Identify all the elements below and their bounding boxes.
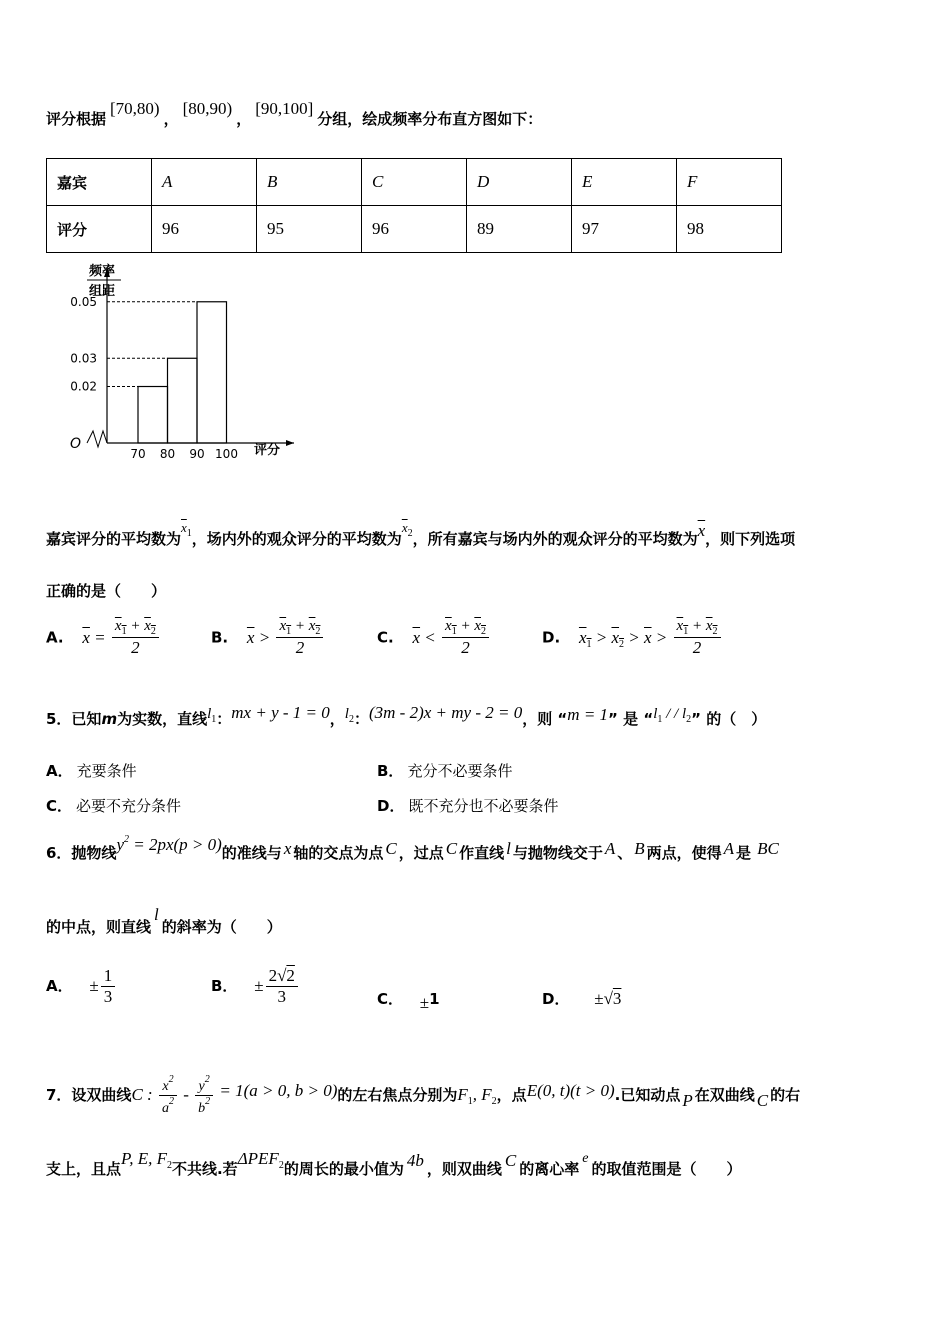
- score-table: [46, 158, 782, 253]
- histogram-bar: [138, 387, 168, 443]
- q5-d: ” 是 “: [608, 710, 654, 728]
- q4-option-a[interactable]: A. $\overline{x}$ = $\frac{x_1 + x_2}{2}$: [46, 618, 161, 658]
- q6-d: ，过点: [398, 844, 444, 862]
- table-cell: A: [152, 159, 257, 206]
- x-tick-label: 80: [159, 447, 176, 461]
- table-cell: D: [467, 159, 572, 206]
- table-cell: E: [572, 159, 677, 206]
- q7-line2-c: 的周长的最小值为: [283, 1160, 404, 1178]
- option-label: D.: [542, 628, 561, 647]
- x1-bar: $\overline{x}_1$: [181, 520, 192, 539]
- table-cell: F: [677, 159, 782, 206]
- q7-d: .已知动点: [614, 1086, 681, 1104]
- q4-line1: [46, 520, 796, 551]
- q6-f: 与抛物线交于: [512, 844, 603, 862]
- option-text: 充分不必要条件: [407, 762, 513, 780]
- q5-m: m: [101, 710, 118, 728]
- option-label: C．: [46, 797, 73, 815]
- q5-stem: 5．已知m为实数，直线$l_1$：mx + y - 1 = 0，$l_2$：(3m - 2)x + my - 2 = 0，则 “m = 1” 是 “$l_1$ / / $l_2$” 的（ ）: [46, 703, 767, 728]
- q5-b: 为实数，直线: [117, 710, 208, 728]
- q6-option-b[interactable]: B． ± $\frac{2√2}{3}$: [211, 966, 300, 1007]
- q7-f: 的右: [770, 1086, 801, 1104]
- q6-option-a[interactable]: A． ± $\frac{1}{3}$: [46, 966, 117, 1007]
- y-tick-label: 0.03: [70, 351, 97, 366]
- q6-e: 作直线: [459, 844, 505, 862]
- option-label: B.: [211, 628, 229, 647]
- option-label: D．: [542, 990, 570, 1008]
- l1-equation: mx + y - 1 = 0: [231, 703, 330, 722]
- q7-b: 的左右焦点分别为: [337, 1086, 458, 1104]
- option-label: A．: [46, 977, 73, 995]
- q4-option-b[interactable]: B. $\overline{x}$ > $\frac{x_1 + x_2}{2}$: [211, 618, 325, 658]
- q6-stem: 6．抛物线$y^2 = 2px(p > 0)$的准线与 x 轴的交点为点 C ，过点 C 作直线 l 与抛物线交于 A 、 B 两点，使得 A 是 BC: [46, 834, 779, 862]
- q5-a: 5．已知: [46, 710, 102, 728]
- sep-2: ，: [236, 110, 252, 128]
- option-c-value: 1: [429, 990, 440, 1008]
- q4-line2: 正确的是（ ）: [46, 582, 167, 600]
- intro-line: [46, 99, 543, 129]
- table-row: [47, 159, 782, 206]
- table-cell: B: [257, 159, 362, 206]
- interval-3: [90,100]: [255, 99, 314, 118]
- table-cell: 96: [362, 206, 467, 253]
- table-cell: 96: [152, 206, 257, 253]
- interval-2: [80,90): [182, 99, 233, 118]
- y-tick-label: 0.02: [70, 379, 97, 394]
- table-cell: 98: [677, 206, 782, 253]
- q4-text4: ，则下列选项: [705, 530, 796, 548]
- option-label: A.: [46, 628, 64, 647]
- q6-line2-a: 的中点，则直线: [46, 918, 152, 936]
- option-label: C．: [377, 990, 404, 1008]
- option-label: B．: [377, 762, 404, 780]
- table-header-guest: 嘉宾: [47, 159, 152, 206]
- q7-a: 7．设双曲线: [46, 1086, 132, 1104]
- q6-b: 的准线与: [221, 844, 282, 862]
- x-tick-label: 70: [130, 447, 146, 461]
- q5-option-a[interactable]: [46, 760, 137, 781]
- histogram-bar: [168, 358, 198, 443]
- q4-text1: 嘉宾评分的平均数为: [46, 530, 182, 548]
- table-cell: 95: [257, 206, 362, 253]
- interval-1: [70,80): [110, 99, 160, 118]
- q5-option-c[interactable]: [46, 795, 181, 816]
- q5-c: ，则 “: [522, 710, 568, 728]
- option-text: 既不充分也不必要条件: [408, 797, 559, 815]
- x-bar: $\overline{x}$: [697, 521, 706, 540]
- l2-equation: (3m - 2)x + my - 2 = 0: [368, 703, 523, 722]
- table-cell: 89: [467, 206, 572, 253]
- option-label: C.: [377, 628, 394, 647]
- q5-e: ” 的（ ）: [691, 710, 767, 728]
- q6-line2-b: 的斜率为（ ）: [161, 918, 282, 936]
- sep-1: ，: [163, 110, 179, 128]
- m-equals-1: m = 1: [567, 705, 609, 724]
- q7-line2-b: 不共线.若: [171, 1160, 238, 1178]
- origin-label: O: [70, 436, 82, 452]
- y-axis-label-top: 频率: [89, 264, 116, 279]
- y-axis-label-bottom: 组距: [89, 284, 116, 299]
- option-label: B．: [211, 977, 238, 995]
- q6-option-d[interactable]: D． ±√3: [542, 989, 622, 1008]
- q5-option-b[interactable]: [377, 760, 512, 781]
- q6-line2: 的中点，则直线l的斜率为（ ）: [46, 905, 282, 936]
- axis-break: [87, 431, 107, 447]
- q4-option-d[interactable]: D. $x_1 > x_2 > \overline{x}$ > $\frac{x_1 + x_2}{2}$: [542, 618, 723, 658]
- x2-bar: $\overline{x}_2$: [401, 520, 413, 539]
- q7-line2-a: 支上，且点: [46, 1160, 122, 1178]
- table-header-score: 评分: [47, 206, 152, 253]
- x-axis-label: 评分: [254, 443, 281, 458]
- q7-line2: 支上，且点P, E, $F_2$不共线.若$\Delta PEF_2$的周长的最小值为 4b ，则双曲线 C 的离心率e的取值范围是（ ）: [46, 1149, 742, 1178]
- table-row: [47, 206, 782, 253]
- intro-tail: 分组，绘成频率分布直方图如下：: [317, 110, 543, 128]
- q6-h: 是: [736, 844, 752, 862]
- option-label: D．: [377, 797, 405, 815]
- option-text: 充要条件: [76, 762, 137, 780]
- y-tick-label: 0.05: [70, 294, 97, 309]
- histogram-bar: [197, 302, 227, 443]
- q6-g: 两点，使得: [646, 844, 722, 862]
- q4-text2: ，场内外的观众评分的平均数为: [191, 530, 402, 548]
- table-cell: 97: [572, 206, 677, 253]
- option-text: 必要不充分条件: [76, 797, 182, 815]
- q6-c: 轴的交点为点: [293, 844, 384, 862]
- x-tick-label: 100: [215, 447, 238, 461]
- q4-option-c[interactable]: C. $\overline{x}$ < $\frac{x_1 + x_2}{2}$: [377, 618, 491, 658]
- q6-option-c[interactable]: C． ±1: [377, 990, 440, 1012]
- q7-stem: 7．设双曲线C : $\frac{x^2}{a^2}$ - $\frac{y^2}{b^2}$ = 1(a > 0, b > 0)的左右焦点分别为$F_1$, $F_2$，点E(0, t)(t > 0).已知动点 P 在双曲线 C 的右: [46, 1074, 801, 1116]
- histogram-chart: [44, 254, 304, 479]
- option-label: A．: [46, 762, 73, 780]
- q7-c: ，点: [496, 1086, 527, 1104]
- x-axis-arrow: [286, 440, 294, 446]
- q7-e: 在双曲线: [694, 1086, 755, 1104]
- q7-line2-d: ，则双曲线: [426, 1160, 502, 1178]
- intro-lead: 评分根据: [46, 110, 107, 128]
- q7-line2-f: 的取值范围是（ ）: [591, 1160, 742, 1178]
- q4-text3: ，所有嘉宾与场内外的观众评分的平均数为: [412, 530, 698, 548]
- x-tick-label: 90: [189, 447, 205, 461]
- q5-option-d[interactable]: [377, 795, 558, 816]
- q6-a: 6．抛物线: [46, 844, 117, 862]
- q7-line2-e: 的离心率: [519, 1160, 580, 1178]
- table-cell: C: [362, 159, 467, 206]
